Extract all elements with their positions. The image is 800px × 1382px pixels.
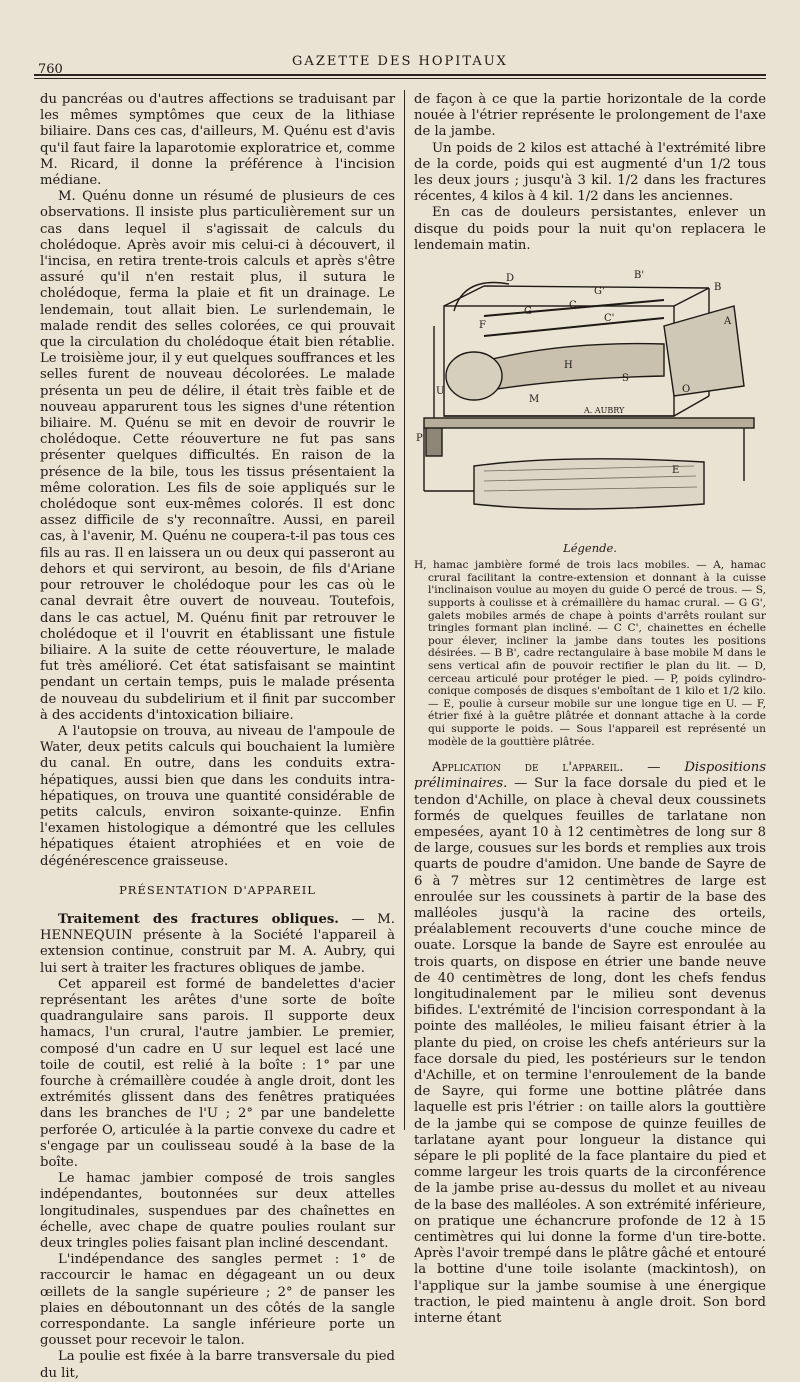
page-header bbox=[34, 54, 766, 76]
figure-letter: F bbox=[479, 320, 486, 332]
paragraph: de façon à ce que la partie horizontale de la corde nouée à l'étrier représente le prolongement de l'axe de la jambe. bbox=[414, 92, 766, 140]
subsection-title: Application de l'appareil. bbox=[432, 760, 624, 776]
figure-letter: B' bbox=[634, 270, 645, 282]
figure-letter: B bbox=[714, 282, 722, 294]
figure-letter: S bbox=[622, 373, 629, 385]
paragraph: L'indépendance des sangles permet : 1° de raccourcir le hamac en dégageant un ou deux œillets de la sangle supérieure ; 2° de panser les plaies en déboutonnant un des côtés de la sangle correspondante. La sangle inférieure porte un gousset pour recevoir le talon. bbox=[40, 1252, 395, 1349]
figure-letter: P bbox=[416, 433, 423, 445]
paragraph-article-intro: Traitement des fractures obliques. — M. HENNEQUIN présente à la Société l'appareil à extension continue, construit par M. A. Aubry, qui lui sert à traiter les fractures obliques de jambe. bbox=[40, 911, 395, 976]
article-title: Traitement des fractures obliques. bbox=[58, 911, 339, 927]
figure-letter: M bbox=[529, 394, 540, 406]
paragraph-application: Application de l'appareil. — Dispositions préliminaires. — Sur la face dorsale du pied et le tendon d'Achille, on place à cheval deux coussinets formés de quelques feuilles de tarlatane non empesées, ayant 10 à 12 centimètres de long sur 8 de large, cousues sur les bords et remplies aux trois quarts de poudre d'amidon. Une bande de Sayre de 6 à 7 mètres sur 12 centimètres de large est enroulée sur les coussinets à partir de la base des malléoles jusqu'à la racine des orteils, préalablement recouverts d'une couche mince de ouate. Lorsque la bande de Sayre est enroulée au trois quarts, on dispose en étrier une bande neuve de 40 centimètres de long, dont les chefs fendus longitudinalement par le milieu sont devenus bifides. L'extrémité de l'incision correspondant à la pointe des malléoles, le milieu faisant étrier à la plante du pied, on croise les chefs antérieurs sur la face dorsale du pied, les postérieurs sur le tendon d'Achille, et on termine l'enroulement de la bande de Sayre, qui forme une bottine plâtrée dans laquelle est pris l'étrier : on taille alors la gouttière de la jambe qui se compose de quinze feuilles de tarlatane ayant pour longueur la distance qui sépare le pli poplité de la face plantaire du pied et comme largeur les trois quarts de la circonférence de la jambe prise au-dessus du mollet et au niveau de la base des malléoles. A son extrémité inférieure, on pratique une échancrure profonde de 12 à 15 centimètres qui lui donne la forme d'un tire-botte. Après l'avoir trempé dans le plâtre gâché et entouré la bottine d'une toile isolante (mackintosh), on l'applique sur la jambe soumise à une énergique traction, le pied maintenu à angle droit. Son bord interne étant bbox=[414, 760, 767, 1327]
figure-letter: H bbox=[564, 360, 573, 372]
left-column bbox=[40, 92, 395, 1382]
engraver-signature: A. AUBRY bbox=[584, 406, 625, 416]
apparatus-illustration bbox=[414, 266, 766, 536]
figure-letter: E bbox=[672, 465, 680, 477]
header-rule bbox=[34, 74, 766, 76]
article-intro-text: présente à la Société l'appareil à extension continue, construit par M. A. Aubry, qui lui sert à traiter les fractures obliques de jambe. bbox=[40, 928, 395, 976]
figure-letter: A bbox=[724, 316, 732, 328]
column-divider bbox=[404, 90, 405, 1130]
application-text: Sur la face dorsale du pied et le tendon d'Achille, on place à cheval deux coussinets formés de quelques feuilles de tarlatane non empesées, ayant 10 à 12 centimètres de long sur 8 de large, cousues sur les bords et remplies aux trois quarts de poudre d'amidon. Une bande de Sayre de 6 à 7 mètres sur 12 centimètres de large est enroulée sur les coussinets à partir de la base des malléoles jusqu'à la racine des orteils, préalablement recouverts d'une couche mince de ouate. Lorsque la bande de Sayre est enroulée au trois quarts, on dispose en étrier une bande neuve de 40 centimètres de long, dont les chefs fendus longitudinalement par le milieu sont devenus bifides. L'extrémité de l'incision correspondant à la pointe des malléoles, le milieu faisant étrier à la plante du pied, on croise les chefs antérieurs sur la face dorsale du pied, les postérieurs sur le tendon d'Achille, et on termine l'enroulement de la bande de Sayre, qui forme une bottine plâtrée dans laquelle est pris l'étrier : on taille alors la gouttière de la jambe qui se compose de quinze feuilles de tarlatane ayant pour longueur la distance qui sépare le pli poplité de la face plantaire du pied et comme largeur les trois quarts de la circonférence de la jambe prise au-dessus du mollet et au niveau de la base des malléoles. A son extrémité inférieure, on pratique une échancrure profonde de 12 à 15 centimètres qui lui donne la forme d'un tire-botte. Après l'avoir trempé dans le plâtre gâché et entouré la bottine d'une toile isolante (mackintosh), on l'applique sur la jambe soumise à une énergique traction, le pied maintenu à angle droit. Son bord interne étant bbox=[414, 776, 766, 1327]
weight bbox=[426, 426, 442, 456]
section-title: PRÉSENTATION D'APPAREIL bbox=[119, 882, 316, 897]
figure-letter: G' bbox=[594, 286, 605, 298]
paragraph: M. Quénu donne un résumé de plusieurs de ces observations. Il insiste plus particulièrement sur un cas dans lequel il s'agissait de calculs du cholédoque. Après avoir mis celui-ci à découvert, il l'incisa, en retira trente-trois calculs et après s'être assuré qu'il n'en restait plus, il sutura le cholédoque, ferma la plaie et fit un drainage. Le lendemain, tout allait bien. Le surlendemain, le malade rendit des selles colorées, ce qui prouvait que la circulation du cholédoque était bien rétablie. Le troisième jour, il y eut quelques souffrances et les selles furent de nouveau décolorées. Le malade présenta un peu de délire, il était très faible et de nouveau apparurent tous les signes d'une rétention biliaire. M. Quénu se mit en devoir de rouvrir le cholédoque. Cette réouverture ne fut pas sans présenter quelques difficultés. En raison de la présence de la bile, tous les tissus présentaient la même coloration. Les fils de soie appliqués sur le cholédoque sont eux-mêmes colorés. Il est donc assez difficile de s'y reconnaître. Aussi, en pareil cas, à l'avenir, M. Quénu ne coupera-t-il pas tous ces fils au ras. Il en laissera un ou deux qui passeront au dehors et qui serviront, au besoin, de fils d'Ariane pour retrouver le cholédoque pour les cas où le canal devrait être ouvert de nouveau. Toutefois, dans le cas actuel, M. Quénu finit par retrouver le cholédoque et il l'ouvrit en établissant une fistule biliaire. A la suite de cette réouverture, le malade fut très amélioré. Cet état satisfaisant se maintint pendant un certain temps, puis le malade présenta de nouveau du subdelirium et il finit par succomber à des accidents d'intoxication biliaire. bbox=[40, 189, 395, 723]
right-column bbox=[414, 92, 766, 1327]
paragraph: A l'autopsie on trouva, au niveau de l'ampoule de Water, deux petits calculs qui bouchaient la lumière du canal. En outre, dans les conduits extra-hépatiques, aussi bien que dans les conduits intra-hépatiques, on trouva une quantité considérable de petits calculs, environ soixante-quinze. Enfin l'examen histologique a démontré que les cellules hépatiques étaient atrophiées et en voie de dégénérescence graisseuse. bbox=[40, 723, 395, 869]
subsection-subtitle: Dispositions préliminaires. bbox=[414, 760, 767, 792]
paragraph: Un poids de 2 kilos est attaché à l'extrémité libre de la corde, poids qui est augmenté d'un 1/2 tous les deux jours ; jusqu'à 3 kil. 1/2 dans les fractures récentes, 4 kilos à 4 kil. 1/2 dans les anciennes. bbox=[414, 140, 766, 205]
journal-title: GAZETTE DES HOPITAUX bbox=[292, 54, 508, 69]
author-name: M. HENNEQUIN bbox=[40, 911, 395, 944]
page-number: 760 bbox=[38, 62, 63, 77]
paragraph: La poulie est fixée à la barre transversale du pied du lit, bbox=[40, 1349, 395, 1381]
figure-letter: D bbox=[506, 273, 515, 285]
figure-letter: G bbox=[524, 306, 532, 318]
paragraph: Le hamac jambier composé de trois sangles indépendantes, boutonnées sur deux attelles longitudinales, suspendues par des chaînettes en échelle, avec chape de quatre poulies roulant sur deux tringles polies faisant plan incliné descendant. bbox=[40, 1171, 395, 1252]
apparatus-engraving bbox=[414, 266, 766, 536]
paragraph: Cet appareil est formé de bandelettes d'acier représentant les arêtes d'une sorte de boîte quadrangulaire sans parois. Il supporte deux hamacs, l'un crural, l'autre jambier. Le premier, composé d'un cadre en U sur lequel est lacé une toile de coutil, est relié à la boîte : 1° par une fourche à crémaillère coudée à angle droit, dont les extrémités glissent dans des fenêtres pratiquées dans les branches de l'U ; 2° par une bandelette perforée O, articulée à la partie convexe du cadre et s'engage par un coulisseau soudé à la base de la boîte. bbox=[40, 976, 395, 1170]
figure-letter: U bbox=[436, 386, 445, 398]
figure-caption: Légende. bbox=[563, 541, 617, 556]
figure-legend: H, hamac jambière formé de trois lacs mobiles. — A, hamac crural facilitant la contre-extension et donnant à la cuisse l'inclinaison voulue au moyen du guide O percé de trous. — S, supports à coulisse et à crémaillère du hamac crural. — G G', galets mobiles armés de chape à points d'arrêts roulant sur tringles formant plan incliné. — C C', chainettes en échelle pour élever, incliner la jambe dans toutes les positions désirées. — B B', cadre rectangulaire à base mobile M dans le sens vertical afin de pouvoir rectifier le plan du lit. — D, cerceau articulé pour protéger le pied. — P, poids cylindro-conique composés de disques s'emboîtant de 1 kilo et 1/2 kilo. — E, poulie à curseur mobile sur une longue tige en U. — F, étrier fixé à la guêtre plâtrée et donnant attache à la corde qui supporte le poids. — Sous l'appareil est représenté un modèle de la gouttière plâtrée. bbox=[414, 559, 766, 748]
figure-letter: C' bbox=[604, 313, 615, 325]
header-rule-thin bbox=[34, 78, 766, 79]
figure-letter: O bbox=[682, 384, 691, 396]
figure-letter: C bbox=[569, 300, 577, 312]
paragraph: du pancréas ou d'autres affections se traduisant par les mêmes symptômes que ceux de la lithiase biliaire. Dans ces cas, d'ailleurs, M. Quénu est d'avis qu'il faut faire la laparotomie exploratrice et, comme M. Ricard, il donne la préférence à l'incision médiane. bbox=[40, 92, 395, 189]
paragraph: En cas de douleurs persistantes, enlever un disque du poids pour la nuit qu'on replacera le lendemain matin. bbox=[414, 205, 766, 253]
